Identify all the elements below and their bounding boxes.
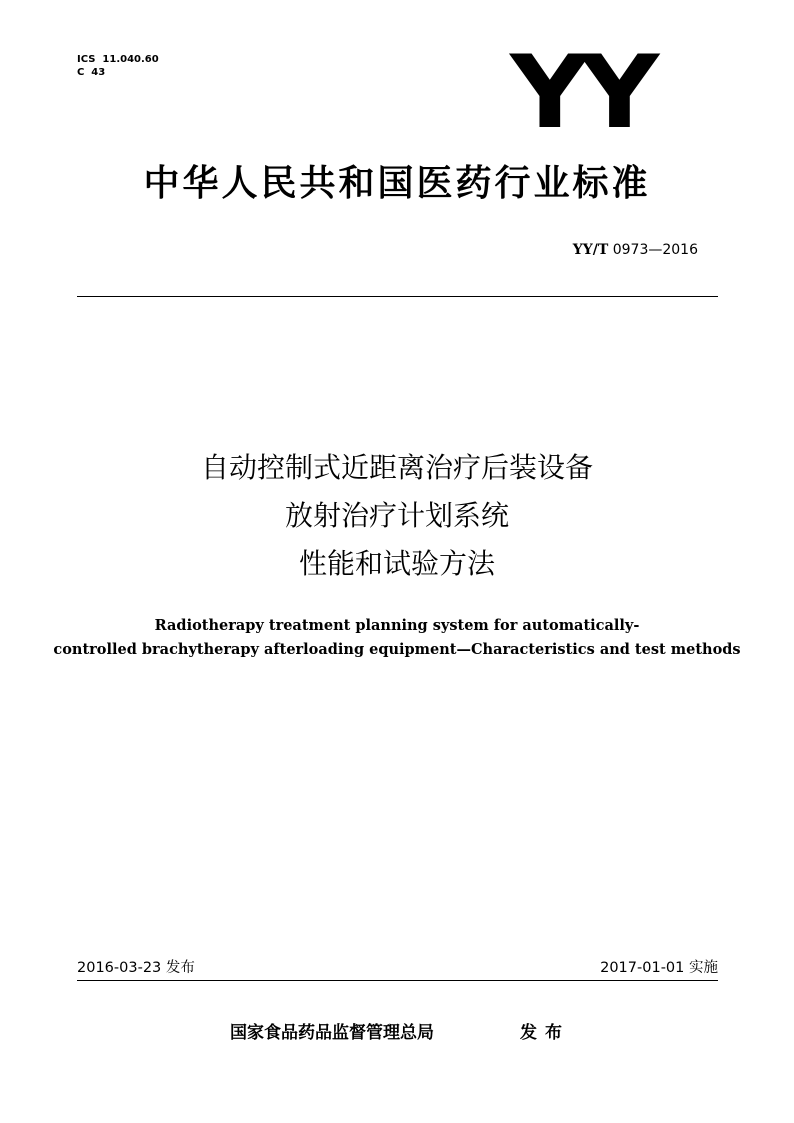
ics-code: ICS 11.040.60 bbox=[77, 54, 159, 65]
english-title-line-2: controlled brachytherapy afterloading equipment—Characteristics and test methods bbox=[53, 641, 741, 658]
ccs-code: C 43 bbox=[77, 67, 106, 78]
standard-logo: YY bbox=[510, 32, 650, 151]
bottom-divider bbox=[77, 980, 718, 981]
chinese-title-line-1: 自动控制式近距离治疗后装设备 bbox=[200, 451, 593, 484]
classification-codes bbox=[77, 53, 159, 79]
standard-code: 0973—2016 bbox=[608, 242, 698, 258]
chinese-title bbox=[0, 444, 794, 588]
english-title bbox=[0, 614, 794, 662]
ministry-title: 中华人民共和国医药行业标准 bbox=[143, 163, 651, 204]
publish-label: 发布 bbox=[520, 1023, 570, 1043]
implementation-date: 2017-01-01 实施 bbox=[600, 960, 718, 976]
standard-prefix: YY/T bbox=[572, 242, 609, 258]
publisher-name: 国家食品药品监督管理总局 bbox=[230, 1023, 434, 1043]
chinese-title-line-3: 性能和试验方法 bbox=[298, 547, 495, 580]
standard-number bbox=[573, 241, 698, 259]
top-divider bbox=[77, 296, 718, 297]
english-title-line-1: Radiotherapy treatment planning system for automatically- bbox=[154, 617, 640, 634]
chinese-title-line-2: 放射治疗计划系统 bbox=[284, 499, 509, 532]
issue-date: 2016-03-23 发布 bbox=[77, 960, 195, 976]
